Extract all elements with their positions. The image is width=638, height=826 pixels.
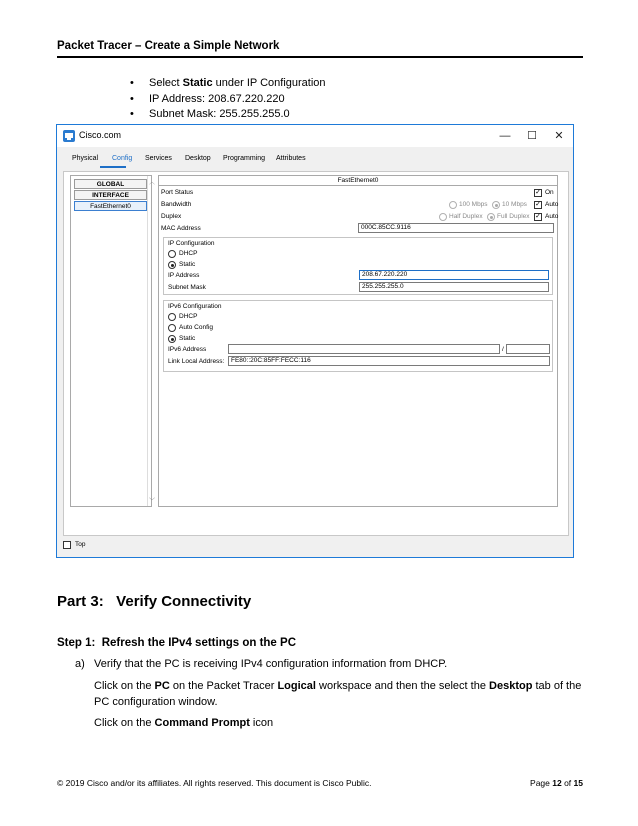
- active-tab-indicator: [100, 166, 126, 168]
- ipv6-config-group: [163, 300, 553, 372]
- para-bold-desktop: Desktop: [489, 680, 533, 692]
- page-total: 15: [573, 778, 583, 788]
- bullet-item: [130, 107, 326, 123]
- ipv6-prefix-field[interactable]: [506, 344, 550, 354]
- ipv6-dhcp-radio[interactable]: [168, 313, 176, 321]
- bullet-text-after: under IP Configuration: [212, 77, 326, 89]
- bandwidth-100-radio[interactable]: [449, 201, 457, 209]
- step-a-text: Verify that the PC is receiving IPv4 configuration information from DHCP.: [94, 658, 448, 670]
- bandwidth-auto-label: Auto: [545, 201, 559, 208]
- bullet-text: Subnet Mask: 255.255.255.0: [149, 108, 290, 120]
- para-text: workspace and then the select the: [315, 680, 490, 692]
- para-bold-pc: PC: [154, 680, 170, 692]
- bandwidth-100-label: 100 Mbps: [459, 201, 488, 208]
- mac-address-field[interactable]: 000C.85CC.9116: [358, 223, 554, 233]
- page-current: 12: [552, 778, 562, 788]
- ipv6-static-label: Static: [179, 335, 196, 342]
- top-label: Top: [75, 541, 86, 548]
- duplex-half-label: Half Duplex: [449, 213, 483, 220]
- instruction-bullets: [130, 76, 326, 123]
- maximize-icon[interactable]: ☐: [527, 130, 537, 142]
- sidebar-item-fastethernet0[interactable]: FastEthernet0: [74, 201, 147, 211]
- ipv6-address-field[interactable]: [228, 344, 500, 354]
- para-bold-logical: Logical: [277, 680, 316, 692]
- top-checkbox[interactable]: [63, 541, 71, 549]
- duplex-auto-checkbox[interactable]: ✓: [535, 213, 541, 220]
- tab-attributes[interactable]: Attributes: [276, 155, 306, 162]
- interface-title: FastEthernet0: [159, 176, 557, 186]
- subnet-mask-field[interactable]: 255.255.255.0: [359, 282, 549, 292]
- sidebar-item-global[interactable]: GLOBAL: [74, 179, 147, 189]
- ipv6-config-heading: IPv6 Configuration: [168, 303, 222, 310]
- document-header: Packet Tracer – Create a Simple Network: [57, 40, 280, 52]
- sidebar-item-interface[interactable]: INTERFACE: [74, 190, 147, 200]
- link-local-label: Link Local Address:: [168, 358, 225, 365]
- cisco-app-icon: [63, 130, 75, 142]
- sidebar-scrollbar[interactable]: [147, 176, 157, 506]
- bandwidth-auto-checkbox[interactable]: ✓: [535, 201, 541, 208]
- ipv6-autoconfig-radio[interactable]: [168, 324, 176, 332]
- bandwidth-10-radio[interactable]: [492, 201, 500, 209]
- scroll-up-icon[interactable]: ︿: [149, 180, 156, 186]
- mac-address-label: MAC Address: [161, 225, 201, 232]
- prefix-separator: /: [502, 346, 504, 353]
- tab-physical[interactable]: Physical: [72, 155, 99, 162]
- tab-programming[interactable]: Programming: [223, 155, 266, 162]
- ipv4-config-heading: IP Configuration: [168, 240, 215, 247]
- ipv4-config-group: [163, 237, 553, 295]
- ipv6-static-radio[interactable]: [168, 335, 176, 343]
- step-heading: Step 1: Refresh the IPv4 settings on the PC: [57, 637, 296, 649]
- close-icon[interactable]: ✕: [554, 130, 564, 142]
- ipv4-static-label: Static: [179, 261, 196, 268]
- link-local-field[interactable]: FE80::20C:85FF:FECC:116: [228, 356, 550, 366]
- ipv6-address-label: IPv6 Address: [168, 346, 207, 353]
- instruction-paragraph-2: [94, 715, 273, 731]
- bullet-text: Select: [149, 77, 183, 89]
- subnet-mask-label: Subnet Mask: [168, 284, 206, 291]
- ipv4-dhcp-label: DHCP: [179, 250, 198, 257]
- page-prefix: Page: [530, 778, 553, 788]
- ip-address-field[interactable]: 208.67.220.220: [359, 270, 549, 280]
- duplex-full-radio[interactable]: [487, 213, 495, 221]
- step-a-marker: a): [75, 658, 85, 670]
- port-status-label: Port Status: [161, 189, 194, 196]
- ipv4-dhcp-radio[interactable]: [168, 250, 176, 258]
- part-heading: Part 3: Verify Connectivity: [57, 593, 252, 610]
- bandwidth-10-label: 10 Mbps: [502, 201, 527, 208]
- title-bar: [57, 125, 573, 147]
- footer-page-number: [530, 778, 583, 788]
- interface-settings: [158, 175, 558, 507]
- header-rule: [57, 56, 583, 58]
- instruction-paragraph-1: [94, 678, 584, 710]
- page-of: of: [561, 778, 574, 788]
- para-bold-command-prompt: Command Prompt: [154, 717, 250, 729]
- ipv4-static-radio[interactable]: [168, 261, 176, 269]
- bullet-bold: Static: [182, 77, 213, 89]
- para-text: on the Packet Tracer: [169, 680, 278, 692]
- tab-services[interactable]: Services: [145, 155, 172, 162]
- interface-sidebar: [70, 175, 156, 507]
- ipv6-autoconfig-label: Auto Config: [179, 324, 213, 331]
- cisco-config-window: [56, 124, 574, 558]
- config-panel: [63, 171, 569, 536]
- bullet-item: [130, 92, 326, 108]
- bandwidth-label: Bandwidth: [161, 201, 192, 208]
- duplex-half-radio[interactable]: [439, 213, 447, 221]
- footer-copyright: © 2019 Cisco and/or its affiliates. All rights reserved. This document is Cisco Public.: [57, 778, 372, 788]
- window-title: Cisco.com: [79, 130, 122, 140]
- bullet-text: IP Address: 208.67.220.220: [149, 92, 285, 105]
- ipv6-dhcp-label: DHCP: [179, 313, 198, 320]
- para-text: icon: [249, 717, 274, 729]
- port-status-on-label: On: [545, 189, 554, 196]
- duplex-label: Duplex: [161, 213, 182, 220]
- port-status-checkbox[interactable]: ✓: [535, 189, 541, 196]
- para-text: tab of the PC configuration window.: [94, 680, 582, 708]
- tab-desktop[interactable]: Desktop: [185, 155, 211, 162]
- duplex-full-label: Full Duplex: [497, 213, 530, 220]
- tab-config[interactable]: Config: [112, 155, 133, 162]
- duplex-auto-label: Auto: [545, 213, 559, 220]
- bullet-item: [130, 76, 326, 92]
- scroll-down-icon[interactable]: ﹀: [149, 499, 156, 505]
- minimize-icon[interactable]: —: [499, 130, 511, 142]
- ip-address-label: IP Address: [168, 272, 200, 279]
- para-text: Click on the: [94, 680, 155, 692]
- para-text: Click on the: [94, 717, 155, 729]
